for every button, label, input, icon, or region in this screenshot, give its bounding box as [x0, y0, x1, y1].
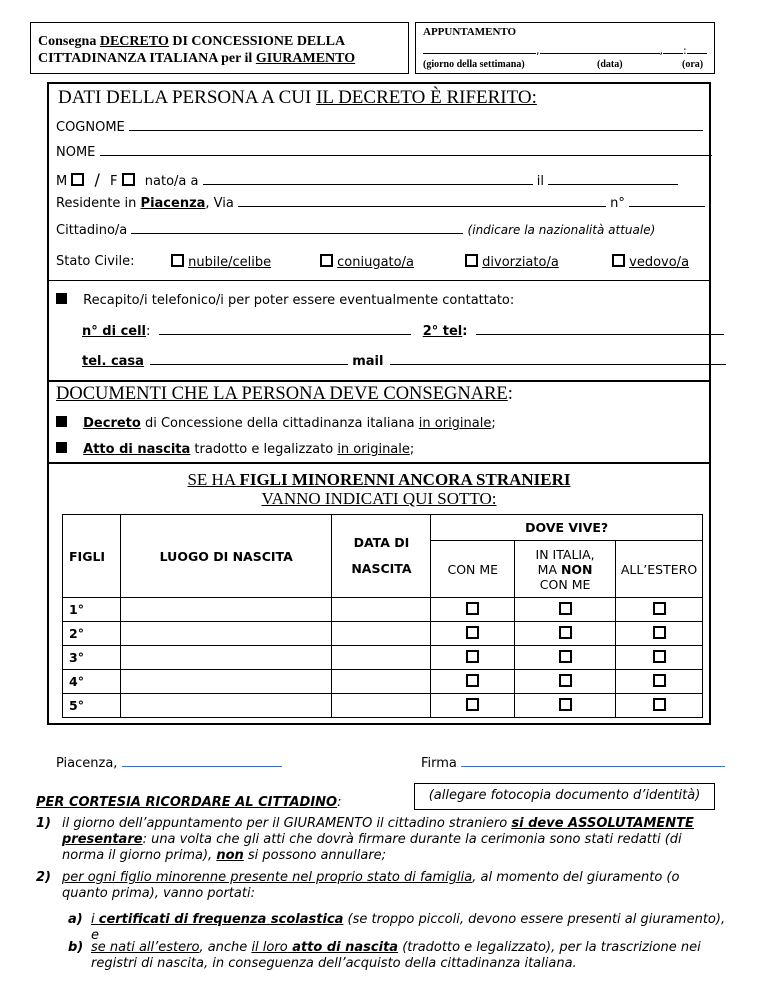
divider-children	[47, 462, 711, 464]
status-option-1[interactable]: nubile/celibe	[171, 254, 271, 270]
lives-abroad-checkbox[interactable]	[653, 698, 666, 711]
signature-field[interactable]	[461, 766, 725, 767]
birthdate-cell[interactable]	[332, 670, 431, 694]
lives-abroad-checkbox[interactable]	[653, 602, 666, 615]
lives-abroad-checkbox[interactable]	[653, 650, 666, 663]
mobile-field[interactable]	[159, 334, 411, 335]
female-checkbox[interactable]	[122, 173, 135, 186]
appointment-time-hint: (ora)	[682, 59, 704, 70]
birthplace-cell[interactable]	[120, 622, 332, 646]
note-a-number: a)	[68, 912, 83, 927]
status-option-2[interactable]: coniugato/a	[320, 254, 414, 270]
col-header-italia: IN ITALIA, MA NON CON ME	[515, 541, 616, 598]
col-header-dove-vive: DOVE VIVE?	[431, 515, 703, 541]
col-header-con-me: CON ME	[431, 541, 515, 598]
divider-documents	[47, 380, 711, 382]
bullet-icon	[56, 293, 67, 304]
signature-row: Firma	[421, 756, 725, 771]
birthplace-field[interactable]	[203, 184, 533, 185]
residence-row: Residente in Piacenza, Via n°	[56, 196, 705, 211]
birthplace-cell[interactable]	[120, 598, 332, 622]
lives-with-me-checkbox[interactable]	[466, 674, 479, 687]
civil-status-label: Stato Civile:	[56, 254, 135, 269]
citizenship-field[interactable]	[131, 233, 463, 234]
appointment-date-hint: (data)	[597, 59, 623, 70]
note-1-number: 1)	[36, 816, 51, 831]
status-checkbox[interactable]	[465, 254, 478, 267]
birthplace-cell[interactable]	[120, 694, 332, 718]
table-row: 5°	[63, 694, 703, 718]
lives-in-italy-checkbox[interactable]	[559, 602, 572, 615]
email-field[interactable]	[390, 364, 726, 365]
id-note-box: (allegare fotocopia documento d’identità)	[414, 783, 715, 810]
status-checkbox[interactable]	[171, 254, 184, 267]
status-checkbox[interactable]	[320, 254, 333, 267]
place-date-field[interactable]	[122, 766, 282, 767]
note-1-text: il giorno dell’appuntamento per il GIURAMENTO il cittadino straniero si deve ASSOLUTAMENTE presentare: una volta che gli atti che dovrà firmare durante la cerimonia sono stati redatti (di norma il giorno prima), non si possono annullare;	[62, 816, 694, 863]
lives-in-italy-checkbox[interactable]	[559, 626, 572, 639]
lives-with-me-checkbox[interactable]	[466, 602, 479, 615]
bullet-icon	[56, 442, 67, 453]
children-heading-line1: SE HA FIGLI MINORENNI ANCORA STRANIERI	[187, 470, 571, 489]
citizenship-row: Cittadino/a (indicare la nazionalità attuale)	[56, 223, 656, 238]
lives-with-me-checkbox[interactable]	[466, 650, 479, 663]
col-header-estero: ALL’ESTERO	[616, 541, 703, 598]
status-option-4[interactable]: vedovo/a	[612, 254, 689, 270]
appointment-weekday-hint: (giorno della settimana)	[423, 59, 525, 70]
document-item-birth: Atto di nascita tradotto e legalizzato in originale;	[56, 442, 414, 457]
birthplace-cell[interactable]	[120, 646, 332, 670]
reminder-heading: PER CORTESIA RICORDARE AL CITTADINO:	[36, 795, 342, 810]
contacts-intro: Recapito/i telefonico/i per poter essere eventualmente contattato:	[56, 293, 514, 308]
note-b-text: se nati all’estero, anche il loro atto di nascita (tradotto e legalizzato), per la trascrizione nei registri di nascita, in conseguenza dell’acquisto della cittadinanza italiana.	[91, 940, 701, 971]
place-row: Piacenza,	[56, 756, 282, 771]
home-phone-field[interactable]	[150, 364, 348, 365]
status-option-3[interactable]: divorziato/a	[465, 254, 559, 270]
birthdate-cell[interactable]	[332, 694, 431, 718]
lives-in-italy-checkbox[interactable]	[559, 698, 572, 711]
appointment-label: APPUNTAMENTO	[423, 26, 517, 38]
documents-section-heading: DOCUMENTI CHE LA PERSONA DEVE CONSEGNARE:	[56, 384, 513, 404]
surname-row	[56, 120, 703, 135]
table-row: 2°	[63, 622, 703, 646]
col-header-luogo: LUOGO DI NASCITA	[120, 515, 332, 598]
lives-abroad-checkbox[interactable]	[653, 626, 666, 639]
table-row: 3°	[63, 646, 703, 670]
status-contact-divider	[47, 280, 711, 281]
birthdate-cell[interactable]	[332, 622, 431, 646]
house-number-field[interactable]	[629, 206, 705, 207]
note-b-number: b)	[68, 940, 84, 955]
name-row	[56, 145, 712, 160]
document-item-decree: Decreto di Concessione della cittadinanza italiana in originale;	[56, 416, 496, 431]
lives-in-italy-checkbox[interactable]	[559, 674, 572, 687]
birthdate-cell[interactable]	[332, 646, 431, 670]
table-row: 4°	[63, 670, 703, 694]
col-header-figli: FIGLI	[63, 515, 121, 598]
appointment-fields[interactable]: , , :	[423, 44, 707, 57]
birthdate-field[interactable]	[548, 184, 678, 185]
birthplace-cell[interactable]	[120, 670, 332, 694]
bullet-icon	[56, 416, 67, 427]
note-2-number: 2)	[36, 870, 51, 885]
note-a-text: i certificati di frequenza scolastica (se troppo piccoli, devono essere presenti al giuramento), e	[91, 912, 726, 943]
birthdate-cell[interactable]	[332, 598, 431, 622]
children-table	[62, 514, 703, 718]
second-phone-field[interactable]	[476, 334, 724, 335]
surname-field[interactable]	[129, 130, 703, 131]
col-header-data: DATA DI NASCITA	[332, 515, 431, 598]
phone-row: n° di cell: 2° tel:	[82, 324, 724, 339]
street-field[interactable]	[238, 206, 606, 207]
children-heading-line2: VANNO INDICATI QUI SOTTO:	[261, 489, 497, 508]
header-title: Consegna DECRETO DI CONCESSIONE DELLA CITTADINANZA ITALIANA per il GIURAMENTO	[38, 34, 356, 66]
male-checkbox[interactable]	[71, 173, 84, 186]
surname-label: COGNOME	[56, 120, 125, 135]
person-section-heading: DATI DELLA PERSONA A CUI IL DECRETO È RIFERITO:	[58, 87, 537, 108]
status-checkbox[interactable]	[612, 254, 625, 267]
name-label: NOME	[56, 145, 96, 160]
sex-birth-row: M / F nato/a a il	[56, 170, 678, 189]
lives-abroad-checkbox[interactable]	[653, 674, 666, 687]
home-mail-row: tel. casa mail	[82, 354, 726, 369]
name-field[interactable]	[100, 155, 712, 156]
lives-with-me-checkbox[interactable]	[466, 698, 479, 711]
table-row: 1°	[63, 598, 703, 622]
lives-with-me-checkbox[interactable]	[466, 626, 479, 639]
note-2-text: per ogni figlio minorenne presente nel proprio stato di famiglia, al momento del giuramento (o quanto prima), vanno portati:	[62, 870, 680, 901]
lives-in-italy-checkbox[interactable]	[559, 650, 572, 663]
